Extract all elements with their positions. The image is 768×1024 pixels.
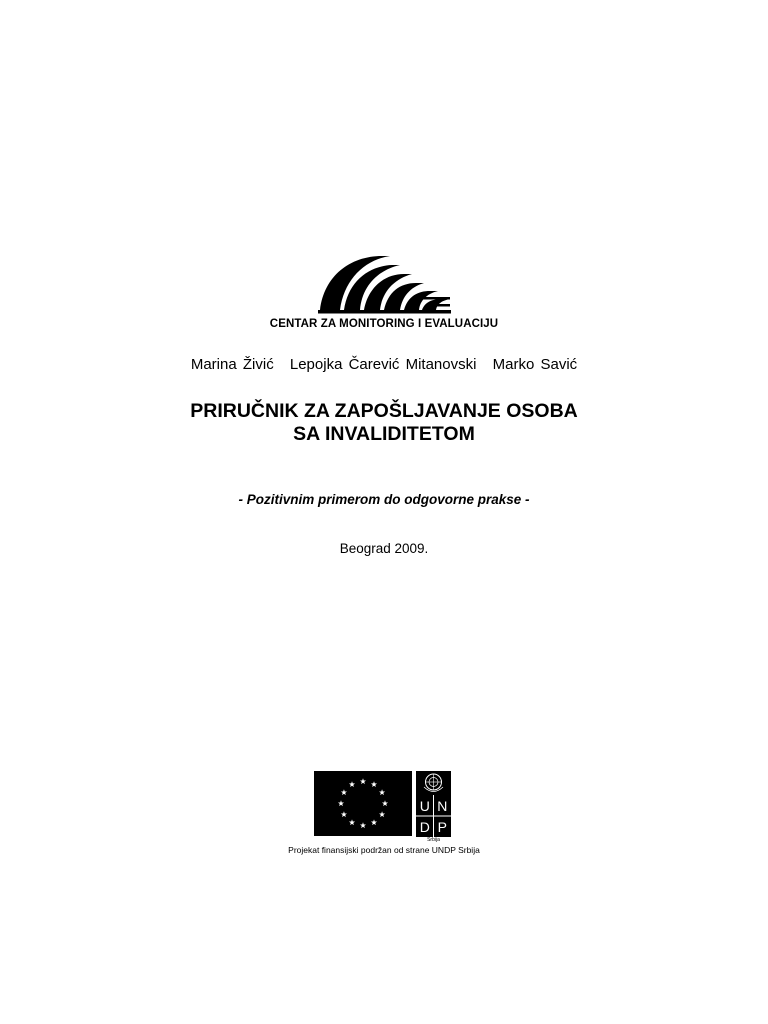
eu-star-icon xyxy=(382,800,388,806)
undp-letter: U xyxy=(419,798,430,814)
eu-flag-icon xyxy=(314,771,412,836)
eu-star-icon xyxy=(349,819,355,825)
title-line: PRIRUČNIK ZA ZAPOŠLJAVANJE OSOBA xyxy=(190,400,578,422)
author-name: Marko Savić xyxy=(492,356,578,373)
author-name: Lepojka Čarević Mitanovski xyxy=(289,356,477,373)
place-and-year: Beograd 2009. xyxy=(339,541,429,556)
eu-star-icon xyxy=(341,811,347,817)
undp-letter: D xyxy=(419,819,430,835)
eu-star-icon xyxy=(360,778,366,784)
author-name: Marina Živić xyxy=(190,356,274,373)
funding-note: Projekat finansijski podržan od strane UNDP Srbija xyxy=(288,845,480,855)
undp-country-label: Srbija xyxy=(427,837,440,843)
cme-arches-logo-icon xyxy=(318,252,452,314)
undp-letter: P xyxy=(437,819,447,835)
organization-name: CENTAR ZA MONITORING I EVALUACIJU xyxy=(269,318,499,330)
undp-logo-icon xyxy=(416,771,451,837)
eu-star-icon xyxy=(371,781,377,787)
eu-star-icon xyxy=(360,822,366,828)
document-subtitle: - Pozitivnim primerom do odgovorne prakse - xyxy=(238,492,530,507)
author-list xyxy=(0,356,768,373)
document-title xyxy=(0,400,768,446)
eu-star-icon xyxy=(371,819,377,825)
eu-star-icon xyxy=(379,811,385,817)
eu-star-icon xyxy=(338,800,344,806)
undp-letter: N xyxy=(437,798,448,814)
title-line: SA INVALIDITETOM xyxy=(293,423,475,445)
eu-star-icon xyxy=(379,789,385,795)
eu-star-icon xyxy=(349,781,355,787)
eu-star-icon xyxy=(341,789,347,795)
